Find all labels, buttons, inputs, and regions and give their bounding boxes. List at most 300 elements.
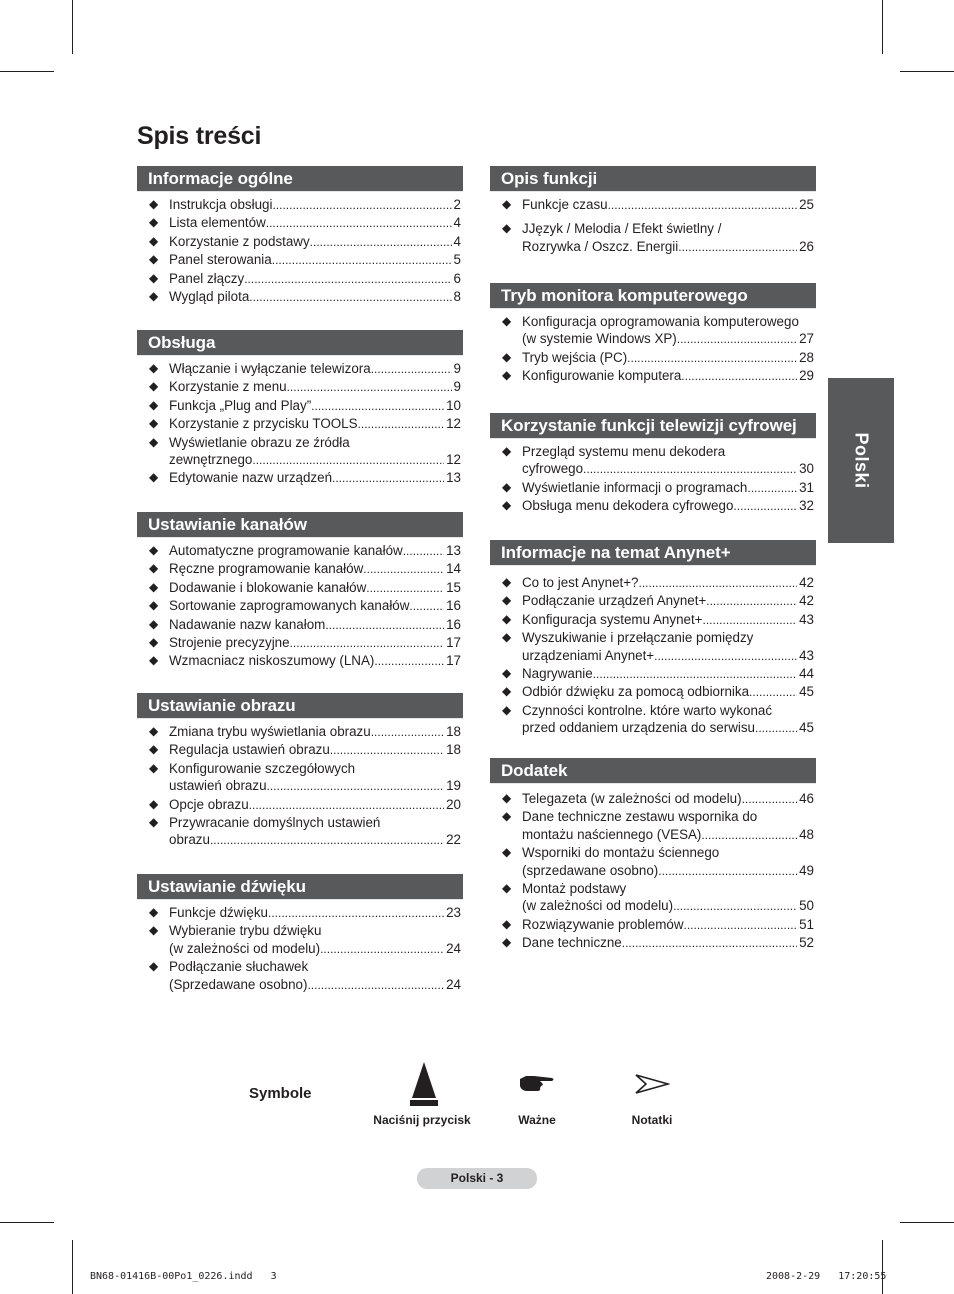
toc-entry-title: Obsługa menu dekodera cyfrowego [522,498,734,514]
toc-entry-title-line: Konfiguracja oprogramowania komputerowego [522,314,799,329]
dot-leader [287,379,452,396]
toc-entry-page: 23 [446,905,461,920]
toc-entry-page: 2 [453,197,461,212]
toc-entry[interactable] [137,760,463,796]
crop-mark [900,1222,954,1223]
toc-entry-title: (sprzedawane osobno) [522,862,659,878]
toc-list [137,904,463,994]
diamond-bullet-icon: ◆ [149,760,159,775]
toc-entry[interactable] [490,880,816,916]
toc-entry[interactable] [137,723,463,741]
toc-entry-title: Podłączanie urządzeń Anynet+ [522,593,707,609]
toc-entry-title-line: Montaż podstawy [522,881,627,897]
toc-entry-title-line: Czynności kontrolne. które warto wykonać [522,702,773,718]
dot-leader [374,653,444,670]
diamond-bullet-icon: ◆ [502,935,512,950]
toc-entry[interactable] [137,397,463,415]
toc-entry-title: Sortowanie zaprogramowanych kanałów [169,598,410,614]
toc-entry-title: Funkcje czasu [522,197,608,212]
dot-leader [755,720,797,737]
dot-leader [366,580,444,597]
toc-entry-page: 18 [446,742,461,758]
dot-leader [639,575,798,592]
dot-leader [244,271,451,288]
toc-entry-title: Nagrywanie [522,666,593,682]
toc-entry-page: 24 [446,976,461,992]
diamond-bullet-icon: ◆ [149,434,159,449]
toc-entry-title: Korzystanie z menu [169,379,287,395]
crop-mark [0,71,54,72]
toc-entry-title: Korzystanie z podstawy [169,233,310,249]
dot-leader [622,935,797,952]
diamond-bullet-icon: ◆ [149,361,159,375]
diamond-bullet-icon: ◆ [502,197,512,211]
toc-entry[interactable] [490,443,816,479]
toc-entry-page: 42 [799,593,814,609]
dot-leader [358,416,445,433]
toc-entry-page: 50 [799,898,814,914]
toc-entry-title-line: Dane techniczne zestawu wspornika do [522,809,758,825]
dot-leader [403,543,444,560]
toc-entry-page: 6 [453,270,461,286]
toc-entry-title: Edytowanie nazw urządzeń [169,470,333,486]
dot-leader [272,197,451,214]
dot-leader [307,977,444,994]
diamond-bullet-icon: ◆ [149,579,159,594]
toc-entry[interactable] [137,270,463,288]
crop-mark [72,1240,73,1294]
diamond-bullet-icon: ◆ [149,598,159,613]
toc-entry-page: 28 [799,349,814,365]
toc-entry-page: 15 [446,579,461,595]
toc-entry-title: Panel złączy [169,270,245,286]
toc-entry-page: 51 [799,916,814,932]
dot-leader [320,941,444,958]
toc-entry-page: 22 [446,832,461,848]
side-tab-label: Polski [851,432,872,489]
toc-entry-title: Korzystanie z przycisku TOOLS [169,416,358,432]
important-caption: Ważne [518,1113,556,1127]
toc-entry-title: cyfrowego [522,461,584,477]
dot-leader [677,331,797,348]
dot-leader [267,778,445,795]
language-side-tab [828,378,894,543]
dot-leader [210,832,444,849]
toc-entry[interactable] [490,702,816,738]
dot-leader [249,289,451,306]
toc-entry-page: 43 [799,611,814,627]
diamond-bullet-icon: ◆ [502,630,512,645]
toc-entry-title: Rozwiązywanie problemów [522,916,684,932]
dot-leader [272,252,452,269]
slug-file-info: BN68-01416B-00Po1_0226.indd 3 [90,1271,277,1282]
diamond-bullet-icon: ◆ [502,845,512,860]
dot-leader [249,797,444,814]
toc-entry-title-line: JJęzyk / Melodia / Efekt świetlny / [522,221,722,237]
toc-entry[interactable] [137,196,463,214]
toc-entry-page: 42 [799,575,814,590]
toc-entry-title: urządzeniami Anynet+ [522,647,655,663]
diamond-bullet-icon: ◆ [149,635,159,650]
toc-entry[interactable] [137,360,463,378]
toc-entry[interactable] [137,796,463,814]
toc-entry-title: Tryb wejścia (PC) [522,349,628,365]
toc-entry[interactable] [490,916,816,934]
diamond-bullet-icon: ◆ [149,233,159,248]
dot-leader [742,791,798,808]
dot-leader [371,361,452,378]
diamond-bullet-icon: ◆ [502,221,512,236]
toc-list [490,313,816,386]
press-button-caption: Naciśnij przycisk [373,1113,471,1127]
diamond-bullet-icon: ◆ [502,881,512,896]
toc-entry[interactable] [490,574,816,592]
dot-leader [325,617,444,634]
diamond-bullet-icon: ◆ [502,368,512,383]
toc-entry-title-line: Przywracanie domyślnych ustawień [169,815,381,831]
toc-entry-title: Telegazeta (w zależności od modelu) [522,791,742,806]
toc-entry[interactable] [490,196,816,214]
section-header: Dodatek [490,758,816,784]
toc-entry[interactable] [490,367,816,385]
toc-entry[interactable] [490,611,816,629]
toc-section [490,283,816,386]
diamond-bullet-icon: ◆ [502,666,512,681]
toc-entry-title: ustawień obrazu [169,778,267,794]
toc-list [490,443,816,516]
diamond-bullet-icon: ◆ [502,479,512,494]
toc-entry-title: Rozrywka / Oszcz. Energii [522,238,679,254]
toc-entry-title-line: Wybieranie trybu dźwięku [169,923,322,939]
toc-entry-title: (w zależności od modelu) [522,898,674,914]
toc-entry-title-line: Przegląd systemu menu dekodera [522,444,726,459]
toc-entry-title: Opcje obrazu [169,796,249,812]
toc-entry[interactable] [490,683,816,701]
dot-leader [627,350,797,367]
crop-mark [882,1240,883,1294]
toc-section [490,758,816,953]
toc-entry-title: Co to jest Anynet+? [522,575,639,590]
toc-entry-title-line: Wyszukiwanie i przełączanie pomiędzy [522,630,754,646]
toc-section [137,874,463,994]
toc-entry[interactable] [490,844,816,880]
dot-leader [363,561,444,578]
toc-entry-title: (w systemie Windows XP) [522,331,677,347]
toc-entry[interactable] [137,904,463,922]
dot-leader [678,239,797,256]
toc-entry-page: 49 [799,862,814,878]
toc-entry[interactable] [490,497,816,515]
diamond-bullet-icon: ◆ [149,561,159,576]
toc-list [490,790,816,953]
toc-entry[interactable] [137,233,463,251]
dot-leader [608,197,798,214]
dot-leader [684,917,798,934]
dot-leader [583,461,797,478]
diamond-bullet-icon: ◆ [502,349,512,364]
toc-entry-title: Konfigurowanie komputera [522,368,682,384]
dot-leader [593,666,797,683]
toc-entry-title: obrazu [169,832,210,848]
diamond-bullet-icon: ◆ [149,416,159,431]
toc-entry-page: 14 [446,561,461,577]
toc-entry-page: 43 [799,647,814,663]
toc-entry-title: Wzmacniacz niskoszumowy (LNA) [169,653,375,669]
dot-leader [310,234,452,251]
toc-entry[interactable] [137,814,463,850]
diamond-bullet-icon: ◆ [149,653,159,668]
diamond-bullet-icon: ◆ [149,252,159,267]
diamond-bullet-icon: ◆ [502,916,512,931]
toc-entry-title: Automatyczne programowanie kanałów [169,543,403,558]
toc-entry-title: Regulacja ustawień obrazu [169,742,330,758]
toc-entry[interactable] [490,629,816,665]
toc-entry[interactable] [137,922,463,958]
toc-entry-page: 5 [453,252,461,268]
toc-section [490,540,816,738]
toc-entry[interactable] [490,220,816,256]
toc-entry-page: 30 [799,461,814,477]
toc-entry-page: 4 [453,215,461,231]
diamond-bullet-icon: ◆ [502,611,512,626]
toc-entry-page: 45 [799,684,814,700]
toc-entry-page: 48 [799,826,814,842]
page-title: Spis treści [137,122,262,150]
toc-entry-title: Funkcje dźwięku [169,905,268,920]
toc-list [137,196,463,306]
toc-entry-page: 16 [446,598,461,614]
diamond-bullet-icon: ◆ [502,791,512,805]
toc-entry-page: 19 [446,778,461,794]
diamond-bullet-icon: ◆ [149,197,159,211]
toc-entry-title-line: Wsporniki do montażu ściennego [522,845,720,861]
section-header: Ustawianie kanałów [137,512,463,538]
toc-entry[interactable] [137,469,463,487]
toc-entry[interactable] [137,288,463,306]
toc-entry-page: 8 [453,289,461,305]
diamond-bullet-icon: ◆ [149,923,159,938]
diamond-bullet-icon: ◆ [502,444,512,458]
section-header: Informacje na temat Anynet+ [490,540,816,566]
toc-entry[interactable] [137,214,463,232]
dot-leader [268,905,444,922]
diamond-bullet-icon: ◆ [502,575,512,589]
toc-section [137,512,463,671]
toc-entry-title: Zmiana trybu wyświetlania obrazu [169,724,371,739]
toc-entry-title: Dane techniczne [522,935,622,951]
toc-entry[interactable] [490,934,816,952]
toc-entry-title: montażu naściennego (VESA) [522,826,702,842]
diamond-bullet-icon: ◆ [149,815,159,830]
toc-entry-page: 4 [453,233,461,249]
toc-entry-title: (w zależności od modelu) [169,940,321,956]
diamond-bullet-icon: ◆ [149,289,159,304]
toc-entry[interactable] [137,597,463,615]
diamond-bullet-icon: ◆ [502,593,512,608]
toc-entry-page: 45 [799,720,814,736]
toc-entry-title: Odbiór dźwięku za pomocą odbiornika [522,684,750,700]
section-header: Korzystanie funkcji telewizji cyfrowej [490,413,816,439]
toc-entry-page: 20 [446,796,461,812]
toc-section [490,413,816,516]
dot-leader [311,398,444,415]
toc-entry-page: 24 [446,940,461,956]
toc-entry-title-line: Konfigurowanie szczegółowych [169,760,356,776]
toc-entry-page: 44 [799,666,814,682]
diamond-bullet-icon: ◆ [149,470,159,485]
arrow-note-icon [634,1073,670,1095]
diamond-bullet-icon: ◆ [502,498,512,513]
toc-entry[interactable] [137,434,463,470]
pointing-hand-icon [518,1072,556,1094]
dot-leader [332,470,444,487]
toc-entry-page: 12 [446,452,461,468]
diamond-bullet-icon: ◆ [502,809,512,824]
diamond-bullet-icon: ◆ [149,543,159,557]
toc-entry[interactable] [490,592,816,610]
toc-entry-title: Dodawanie i blokowanie kanałów [169,579,367,595]
toc-entry[interactable] [137,378,463,396]
toc-entry-page: 26 [799,238,814,254]
toc-entry[interactable] [490,665,816,683]
toc-section [490,166,816,256]
toc-entry[interactable] [490,790,816,808]
dot-leader [706,593,797,610]
section-header: Tryb monitora komputerowego [490,283,816,309]
page-number-footer: Polski - 3 [417,1168,537,1189]
toc-entry-page: 46 [799,791,814,806]
toc-entry-page: 18 [446,724,461,739]
dot-leader [252,452,444,469]
toc-entry-page: 17 [446,635,461,651]
toc-entry-page: 32 [799,498,814,514]
toc-entry-title: Wyświetlanie informacji o programach [522,479,748,495]
dot-leader [747,480,797,497]
toc-entry[interactable] [137,579,463,597]
toc-entry-page: 13 [446,543,461,558]
toc-list [137,542,463,671]
dot-leader [703,612,798,629]
dot-leader [733,498,797,515]
toc-entry[interactable] [137,560,463,578]
section-header: Opis funkcji [490,166,816,192]
dot-leader [658,863,797,880]
toc-entry-title: zewnętrznego [169,452,253,468]
toc-entry[interactable] [490,349,816,367]
toc-entry-title-line: Podłączanie słuchawek [169,959,309,975]
toc-entry-title: Strojenie precyzyjne [169,635,290,651]
section-header: Obsługa [137,330,463,356]
toc-entry-page: 29 [799,368,814,384]
toc-entry-page: 16 [446,616,461,632]
toc-entry-title: (Sprzedawane osobno) [169,976,308,992]
dot-leader [330,742,444,759]
dot-leader [371,724,444,741]
notes-caption: Notatki [631,1113,673,1127]
toc-entry-title: Wygląd pilota [169,289,250,305]
toc-entry[interactable] [490,313,816,349]
dot-leader [681,368,797,385]
diamond-bullet-icon: ◆ [149,959,159,974]
section-header: Ustawianie obrazu [137,693,463,719]
toc-entry[interactable] [137,741,463,759]
diamond-bullet-icon: ◆ [149,379,159,394]
toc-entry-page: 9 [453,361,461,376]
diamond-bullet-icon: ◆ [149,796,159,811]
toc-entry-page: 52 [799,935,814,951]
diamond-bullet-icon: ◆ [502,702,512,717]
toc-entry[interactable] [137,616,463,634]
section-header: Informacje ogólne [137,166,463,192]
diamond-bullet-icon: ◆ [149,742,159,757]
diamond-bullet-icon: ◆ [502,684,512,699]
toc-list [490,574,816,738]
toc-entry-title: Włączanie i wyłączanie telewizora [169,361,371,376]
toc-list [490,196,816,256]
toc-entry[interactable] [490,808,816,844]
crop-mark [72,0,73,54]
toc-entry-page: 27 [799,331,814,347]
toc-entry-page: 10 [446,397,461,413]
dot-leader [290,635,445,652]
symbols-label: Symbole [249,1085,312,1102]
toc-entry-page: 17 [446,653,461,669]
diamond-bullet-icon: ◆ [149,905,159,919]
diamond-bullet-icon: ◆ [149,616,159,631]
toc-entry[interactable] [137,251,463,269]
press-button-icon [408,1060,440,1110]
slug-date-info: 2008-2-29 17:20:55 [766,1271,887,1282]
toc-entry-title: Lista elementów [169,215,266,231]
toc-entry[interactable] [137,634,463,652]
toc-entry-page: 12 [446,416,461,432]
toc-section [137,166,463,306]
toc-list [137,723,463,850]
dot-leader [673,898,797,915]
toc-entry-title: Nadawanie nazw kanałom [169,616,326,632]
toc-section [137,693,463,850]
dot-leader [654,648,797,665]
toc-entry[interactable] [137,652,463,670]
dot-leader [266,215,452,232]
toc-entry-title: Panel sterowania [169,252,272,268]
toc-entry-title: Instrukcja obsługi [169,197,273,212]
diamond-bullet-icon: ◆ [149,724,159,738]
toc-entry[interactable] [490,479,816,497]
toc-list [137,360,463,488]
toc-entry[interactable] [137,958,463,994]
toc-entry-title: Ręczne programowanie kanałów [169,561,364,577]
toc-entry-page: 9 [453,379,461,395]
dot-leader [749,684,797,701]
diamond-bullet-icon: ◆ [149,397,159,412]
toc-section [137,330,463,488]
diamond-bullet-icon: ◆ [502,314,512,328]
toc-entry-page: 25 [799,197,814,212]
toc-entry-title: przed oddaniem urządzenia do serwisu [522,720,755,736]
crop-mark [900,71,954,72]
toc-entry-title: Konfiguracja systemu Anynet+ [522,611,703,627]
diamond-bullet-icon: ◆ [149,215,159,230]
toc-entry-title: Funkcja „Plug and Play” [169,397,312,413]
toc-entry[interactable] [137,415,463,433]
toc-entry-title-line: Wyświetlanie obrazu ze źródła [169,434,350,450]
toc-entry-page: 31 [799,479,814,495]
diamond-bullet-icon: ◆ [149,270,159,285]
crop-mark [0,1222,54,1223]
toc-entry[interactable] [137,542,463,560]
toc-entry-page: 13 [446,470,461,486]
